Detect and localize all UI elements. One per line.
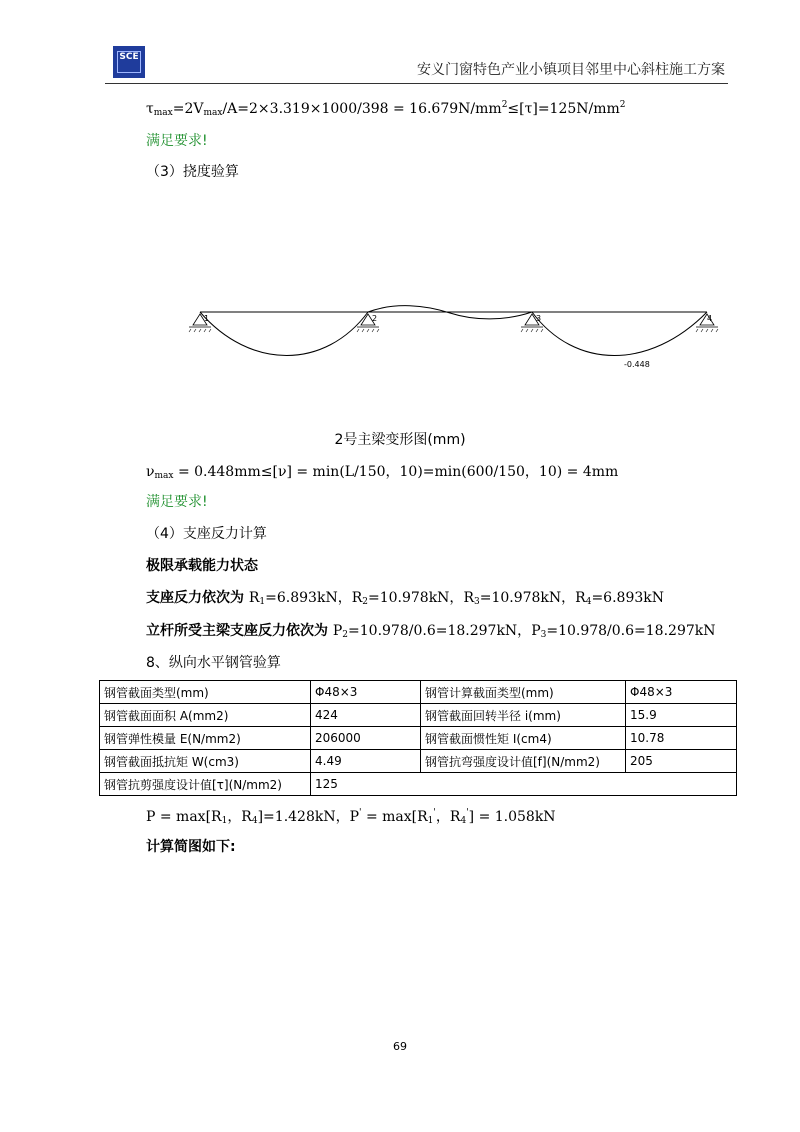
support-label-2: 2 (372, 314, 378, 323)
table-cell: 钢管计算截面类型(mm) (421, 681, 626, 704)
requirement-satisfied-1: 满足要求! (146, 133, 208, 149)
figure-caption: 2号主梁变形图(mm) (334, 432, 466, 448)
support-label-3: 3 (536, 314, 542, 323)
table-cell: 钢管截面回转半径 i(mm) (421, 704, 626, 727)
table-cell: 钢管抗弯强度设计值[f](N/mm2) (421, 750, 626, 773)
table-row (100, 681, 737, 704)
table-row (100, 704, 737, 727)
logo-text: SCE (119, 52, 139, 62)
table-row (100, 773, 737, 796)
support-1 (189, 314, 211, 332)
beam-deformation-diagram (180, 295, 720, 375)
steel-pipe-properties-table (99, 680, 737, 796)
table-cell: 206000 (311, 727, 421, 750)
table-cell: 钢管抗剪强度设计值[τ](N/mm2) (100, 773, 311, 796)
table-cell: 钢管截面类型(mm) (100, 681, 311, 704)
table-cell: 钢管截面惯性矩 I(cm4) (421, 727, 626, 750)
max-deflection-label: -0.448 (624, 360, 650, 369)
support-label-4: 4 (707, 314, 713, 323)
table-cell: 钢管截面抵抗矩 W(cm3) (100, 750, 311, 773)
table-cell: Φ48×3 (626, 681, 737, 704)
table-cell: 424 (311, 704, 421, 727)
header-divider (105, 83, 728, 84)
header-title: 安义门窗特色产业小镇项目邻里中心斜柱施工方案 (417, 62, 725, 78)
reaction-heading: （4）支座反力计算 (146, 526, 267, 542)
pole-reactions: 立杆所受主梁支座反力依次为 $P_2=10.978/0.6=18.297kN$，$P_3=10.978/0.6=18.297kN$ (146, 623, 716, 640)
table-cell: 15.9 (626, 704, 737, 727)
page-number: 69 (393, 1040, 407, 1053)
limit-state-heading: 极限承载能力状态 (146, 558, 258, 574)
diagram-heading: 计算简图如下: (146, 839, 236, 855)
p-max-formula: $P = \max[R_1$，$R_4]=1.428kN$，$P' = \max[R_1'$，$R_4'] = 1.058kN$ (146, 808, 556, 826)
table-cell: Φ48×3 (311, 681, 421, 704)
table-cell: 钢管截面面积 A(mm2) (100, 704, 311, 727)
deflection-check-formula: $\nu_{max} = 0.448mm\le[\nu] = \min(L/150$，10)=min(600/150，10) = 4mm (146, 464, 619, 481)
table-cell: 钢管弹性模量 E(N/mm2) (100, 727, 311, 750)
table-row (100, 727, 737, 750)
support-4 (696, 314, 718, 332)
support-label-1: 1 (204, 314, 210, 323)
deformed-shape-curve (200, 306, 707, 356)
deflection-heading: （3）挠度验算 (146, 164, 239, 180)
table-cell: 205 (626, 750, 737, 773)
table-cell: 10.78 (626, 727, 737, 750)
support-reactions: 支座反力依次为 $R_1=6.893kN$，$R_2=10.978kN$，$R_3=10.978kN$，$R_4=6.893kN$ (146, 590, 664, 607)
table-cell: 125 (311, 773, 737, 796)
support-3 (521, 314, 543, 332)
table-row (100, 750, 737, 773)
table-cell: 4.49 (311, 750, 421, 773)
shear-check-formula: $\tau_{max}=2V_{max}/A=2\times 3.319\times 1000/398 = 16.679N/mm^2\le[\tau]=125N/mm^2$ (146, 100, 626, 118)
section-8-heading: 8、纵向水平钢管验算 (146, 655, 281, 671)
requirement-satisfied-2: 满足要求! (146, 494, 208, 510)
support-2 (357, 314, 379, 332)
company-logo (113, 46, 145, 78)
